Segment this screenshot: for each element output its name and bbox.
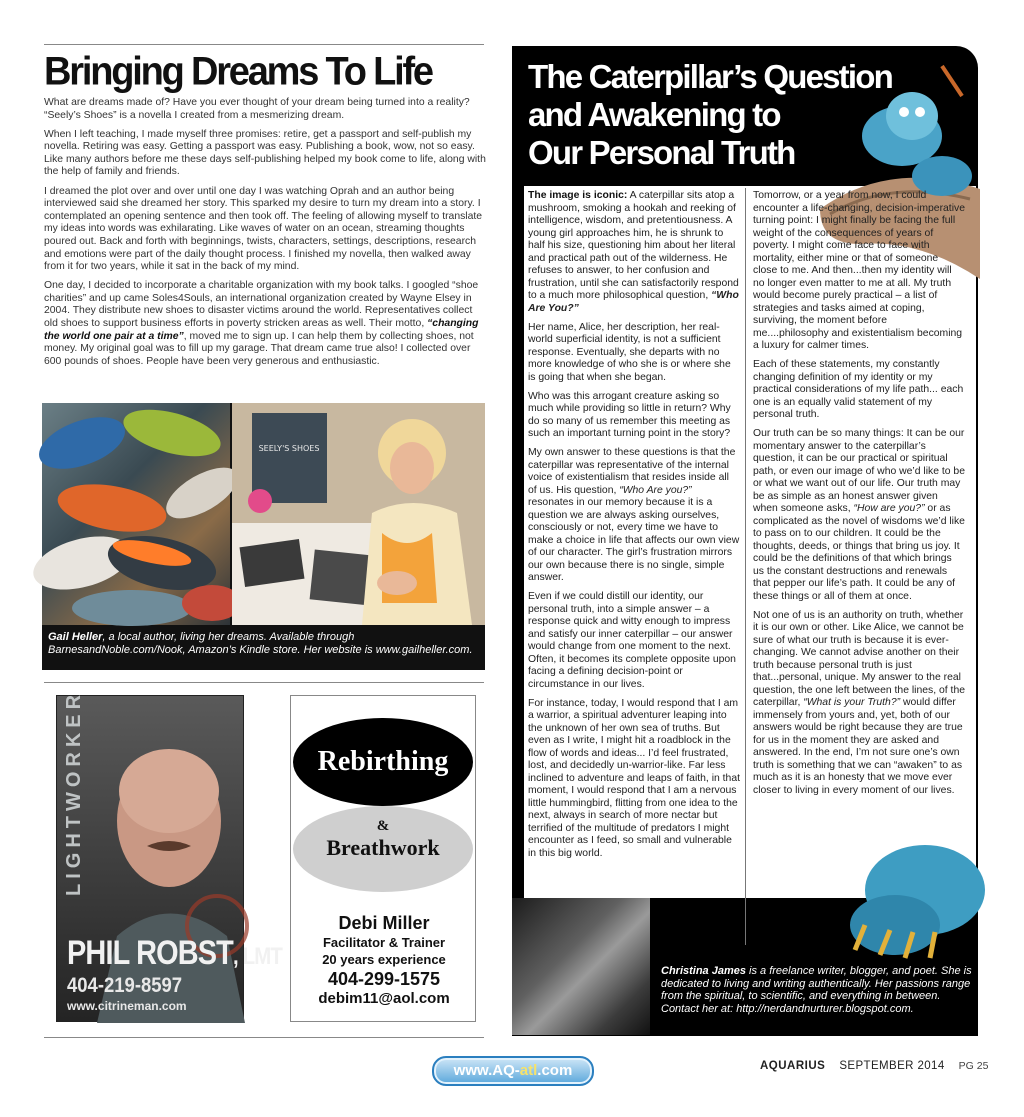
author-photo-box — [42, 403, 485, 670]
motto: “changing the world one pair at a time” — [44, 318, 479, 342]
issue-date: SEPTEMBER 2014 — [839, 1060, 945, 1072]
left-paragraph: What are dreams made of? Have you ever thought of your dream being turned into a reality? “Seely’s Shoes” is a novella I created from a mesmerizing dream. — [44, 97, 470, 121]
page-footer — [760, 1060, 988, 1072]
debi-experience: 20 years experience — [322, 952, 446, 967]
phil-website: www.citrineman.com — [67, 999, 187, 1013]
page-number: PG 25 — [958, 1060, 989, 1072]
magazine-name: AQUARIUS — [760, 1060, 826, 1072]
breathwork-oval: & Breathwork — [293, 806, 473, 892]
phil-phone: 404-219-8597 — [67, 974, 183, 997]
shoes-illustration — [42, 403, 230, 625]
left-article-body — [44, 97, 486, 375]
left-paragraph: When I left teaching, I made myself three promises: retire, get a passport and self-publish my novella. Retiring was easy. Getting a passport was easy. Publishing a book, wow, not so easy. Like many authors before me these days self-publishing helped my book come to life, along with the help of family and friends. — [44, 128, 486, 178]
author-photo — [232, 403, 485, 625]
author-photo-caption: Gail Heller, a local author, living her dreams. Available through BarnesandNoble.com/Nook, Amazon’s Kindle store. Her website is www.gailheller.com. — [48, 631, 473, 656]
article-column-2: Tomorrow, or a year from now, I could encounter a life-changing, decision-imperative turning point: I might finally be facing the full weight of the consequences of years of poverty. I might come face to face with mortality, either mine or that of someone close to me. And then...then my identity will no longer even matter to me at all. My truth would become purely practical – a list of strategies and tasks aimed at coping, surviving, the moment before me....philosophy and existentialism becoming a luxury for calmer times. Each of these statements, my constantly changing definition of my identity or my practical considerations of my life path... each one is an equally valid statement of my personal truth. Our truth can be so many things: It can be our momentary answer to the caterpillar’s question, it can be our practical or spiritual path, or even our image of who we’d like to be or what we want out of our life. Our truth may be as simple as an honest answer given when someone asks, “How are you?” or as complicated as the novel of wisdoms we’d like to pass on to our children. It could be the thoughts, deeds, or things that bring us joy. It could be the definitions of that which brings us the constant destructions and renewals that pepper our life’s path. It could be any of these things or all of them at once. Not one of us is an authority on truth, whether it is our own or other. Like Alice, we cannot be sure of what our truth is because it is ever-changing. We cannot advise another on their truth because personal truth is just that...personal, unique. My answer to the real question, the one left between the lines, of the caterpillar, “What is your Truth?” would differ immensely from yours and, yet, both of our answers would be right because they are true for us in the moment they are asked and answered. In the end, I’m not sure one’s own truth is something that we can “awaken” to as much as it is an honesty that we move ever closer to living in every moment of our lives. — [753, 190, 966, 796]
bottom-rule — [44, 1037, 484, 1038]
lightworker-vertical: LIGHTWORKER — [63, 689, 85, 896]
shoes-photo — [42, 403, 230, 625]
left-article-title: Bringing Dreams To Life — [44, 50, 432, 95]
left-paragraph: I dreamed the plot over and over until one day I was watching Oprah and an author being interviewed said she dreamed her story. This sparked my desire to turn my dream into a story. I contemplated an opening sentence and then took off. The feeling of allowing myself to translate my ideas into words was exhilarating. Like waves of water on an ocean, streaming thoughts poured out. Back and forth with beginnings, twists, characters, settings, descriptions, research and emotions were part of the daily thought process. I finished my novella, then walked away from it for two years, while it sat in the back of my mind. — [44, 185, 483, 273]
debi-miller-ad — [290, 695, 476, 1022]
debi-title: Facilitator & Trainer — [322, 935, 446, 950]
caterpillar-body-illustration — [835, 820, 978, 970]
debi-email: debim11@aol.com — [318, 990, 450, 1007]
christina-photo — [512, 898, 650, 1035]
christina-caption: Christina James is a freelance writer, blogger, and poet. She is dedicated to living and writing authentically. Her passions range from the spiritual, to scientific, and everything in between. Contact her at: http://nerdandnurturer.blogspot.com. — [661, 965, 972, 1015]
right-article-title: The Caterpillar’s Question and Awakening to Our Personal Truth — [528, 58, 892, 171]
website-link[interactable]: www.AQ-atl.com — [432, 1056, 594, 1086]
mid-rule — [44, 682, 484, 683]
debi-phone: 404-299-1575 — [327, 969, 441, 989]
phil-robst-ad — [56, 689, 282, 1022]
left-paragraph: One day, I decided to incorporate a charitable organization with my book talks. I googled “shoe charities” and up came Soles4Souls, an international organization created by Wayne Elsey in 2004. They distribute new shoes to disaster victims around the world. Representatives collect old shoes to support business efforts in poverty stricken areas as well. Their motto, “changing the world one pair at a time”, moved me to sign up. I can help them by collecting shoes, not money. My original goal was to fill up my garage. That dream came true also! I collected over 600 pounds of shoes. People have been very generous and enthusiastic. — [44, 280, 479, 367]
debi-name: Debi Miller — [338, 913, 430, 933]
book-cover-title: SEELY'S SHOES — [258, 444, 320, 453]
debi-contact — [291, 912, 477, 1008]
top-rule — [44, 44, 484, 45]
caterpillar-icon — [842, 56, 978, 201]
article-column-1: The image is iconic: A caterpillar sits atop a mushroom, smoking a hookah and reeking of intelligence, wisdom, and pretentiousness. A young girl approaches him, he is shrunk to half his size, questioning him about her literal and practical path out of the wilderness. He refuses to answer, to her confusion and frustration, until she can satisfactorily respond to a much more philosophical question, “Who Are You?” Her name, Alice, her description, her real-world superficial identity, is not a sufficient response. Eventually, she departs with no more knowledge of who she is or where she is going that when she began. Who was this arrogant creature asking so much while providing so little in return? Why do so many of us remember this meeting as such an important turning point in the story? My own answer to these questions is that the caterpillar was representative of the internal voice of existentialism that resides inside all of us. His question, “Who Are you?” resonates in our memory because it is a question we are always asking ourselves, consciously or not, every time we have to make a choice in life that affects our own view of our character. The girl’s frustration mirrors our own because there is no single, simple answer. Even if we could distill our identity, our personal truth, into a simple answer – a response quick and witty enough to impress and satisfy our inner caterpillar – our answer would change from one moment to the next. Often, it becomes its complete opposite upon facing a defining decision-point or circumstance in our lives. For instance, today, I would respond that I am a warrior, a spiritual adventurer leaping into the unknown of her own sea of truths. But even as I write, I might hit a roadblock in the flow of words and ideas... I’d feel frustrated, lost, and decidedly un-warrior-like. Far less inclined to adventure and leaps of faith, in that moment, I would respond that I am a nervous little hummingbird, flitting from one idea to the next, always in search of more nectar but terrified of the multitude of predators I might encounter as I feed, so small and vulnerable in this big world. — [528, 190, 740, 859]
author-illustration — [232, 403, 485, 625]
rebirthing-oval: Rebirthing — [293, 718, 473, 806]
phil-name: PHIL ROBST, LMT — [67, 934, 282, 972]
column-divider — [745, 188, 746, 945]
